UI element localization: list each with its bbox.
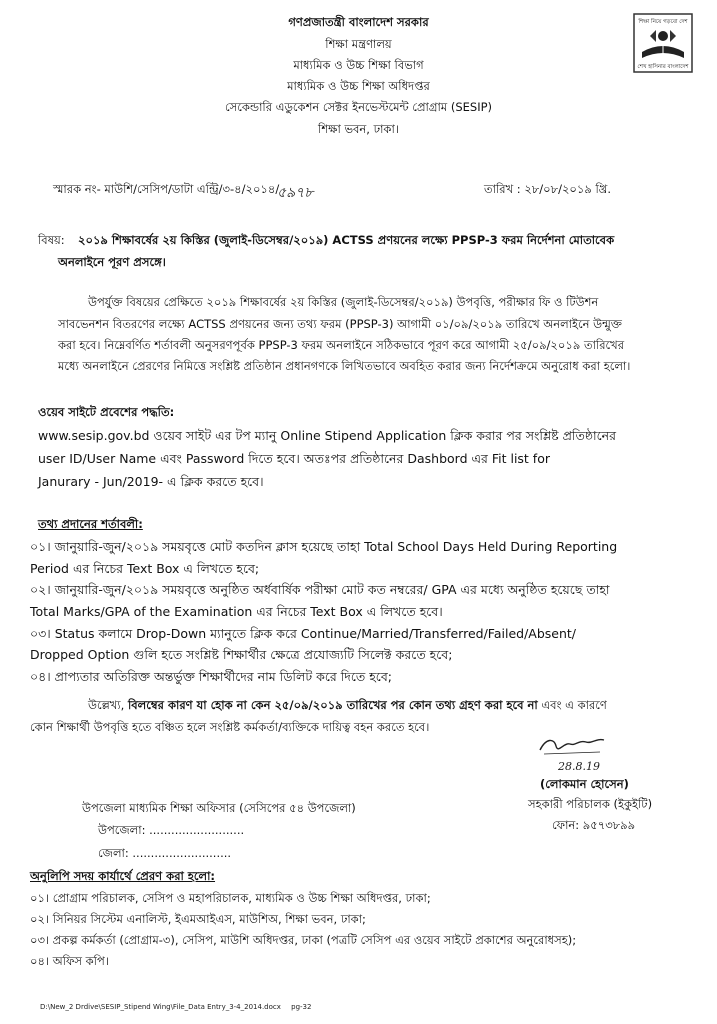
handwritten-memo-number-text: ৫৯৭৮ <box>277 185 314 201</box>
directorate-name: মাধ্যমিক ও উচ্চ শিক্ষা অধিদপ্তর <box>287 79 430 93</box>
handwritten-memo-number <box>275 180 327 202</box>
note-deadline-warning: বিলম্বের কারণ যা হোক না কেন ২৫/০৯/২০১৯ তারিখের পর কোন তথ্য গ্রহণ করা হবে না <box>127 698 538 712</box>
condition-line: Period এর নিচের Text Box এ লিখতে হবে; <box>30 561 260 576</box>
recipient-upazila: উপজেলা: .......................... <box>98 823 245 837</box>
office-address: শিক্ষা ভবন, ঢাকা। <box>318 122 399 136</box>
signatory-name: (লোকমান হোসেন) <box>540 777 629 791</box>
condition-line: ০৪। প্রাপ্যতার অতিরিক্ত অন্তর্ভুক্ত শিক্ষার্থীদের নাম ডিলিট করে দিতে হবে; <box>30 669 392 684</box>
note-intro: উল্লেখ্য, <box>88 698 128 712</box>
logo-text-bottom: শেখ হাসিনার বাংলাদেশ <box>637 64 689 70</box>
ministry-name: শিক্ষা মন্ত্রণালয় <box>325 37 392 51</box>
program-name: সেকেন্ডারি এডুকেশন সেক্টর ইনভেস্টমেন্ট প্রোগ্রাম (SESIP) <box>224 100 493 114</box>
condition-line: Total Marks/GPA of the Examination এর নিচের Text Box এ লিখতে হবে। <box>30 604 443 619</box>
body-paragraph-line: করা হবে। নিম্নেবর্ণিত শর্তাবলী অনুসরণপূর্বক PPSP-3 ফরম অনলাইনে সঠিকভাবে পূরণ করে আগামী ২৫/০৯/২০১৯ তারিখের <box>58 338 625 352</box>
subject-line-2: অনলাইনে পূরণ প্রসঙ্গে। <box>58 255 166 269</box>
recipient-line: উপজেলা মাধ্যমিক শিক্ষা অফিসার (সেসিপের ৫৪ উপজেলা) <box>82 801 356 815</box>
copies-heading: অনুলিপি সদয় কার্যার্থে প্রেরণ করা হলো: <box>30 869 216 883</box>
website-line: www.sesip.gov.bd ওয়েব সাইট এর টপ ম্যানু Online Stipend Application ক্লিক করার পর সংশ্লিষ্ট প্রতিষ্ঠানের <box>38 428 616 443</box>
copy-item: ০১। প্রোগ্রাম পরিচালক, সেসিপ ও মহাপরিচালক, মাধ্যমিক ও উচ্চ শিক্ষা অধিদপ্তর, ঢাকা; <box>30 891 431 905</box>
signatory-title: সহকারী পরিচালক (ইকুইটি) <box>528 797 653 811</box>
subject-line-1: ২০১৯ শিক্ষাবর্ষের ২য় কিস্তির (জুলাই-ডিসেম্বর/২০১৯) ACTSS প্রণয়নের লক্ষ্যে PPSP-3 ফরম নির্দেশনা মোতাবেক <box>78 233 615 247</box>
body-paragraph-line: মধ্যে অনলাইনে প্রেরণের নিমিত্তে সংশ্লিষ্ট প্রতিষ্ঠান প্রধানগণকে লিখিতভাবে অবহিত করার জন্য নির্দেশক্রমে অনুরোধ করা হলো। <box>58 359 631 373</box>
recipient-district: জেলা: ........................... <box>98 846 232 860</box>
condition-line: Dropped Option গুলি হতে সংশ্লিষ্ট শিক্ষার্থীর ক্ষেত্রে প্রযোজ্যটি সিলেক্ট করতে হবে; <box>30 647 453 662</box>
signatory-phone: ফোন: ৯৫৭৩৮৯৯ <box>552 818 636 832</box>
gov-name: গণপ্রজাতন্ত্রী বাংলাদেশ সরকার <box>288 15 429 29</box>
note-consequence: এবং এ কারণে <box>537 698 607 712</box>
condition-line: ০১। জানুয়ারি-জুন/২০১৯ সময়বৃত্তে মোট কতদিন ক্লাস হয়েছে তাহা Total School Days Held During Reporting <box>30 539 618 554</box>
website-line: Janurary - Jun/2019- এ ক্লিক করতে হবে। <box>38 474 264 489</box>
copy-item: ০৩। প্রকল্প কর্মকর্তা (প্রোগ্রাম-৩), সেসিপ, মাউশি অধিদপ্তর, ঢাকা (পত্রটি সেসিপ এর ওয়েব সাইটে প্রকাশের অনুরোধসহ); <box>30 933 577 947</box>
copy-item: ০৪। অফিস কপি। <box>30 954 109 968</box>
file-path-footer <box>40 1003 311 1011</box>
website-heading: ওয়েব সাইটে প্রবেশের পদ্ধতি: <box>38 405 175 419</box>
note-line-1 <box>88 697 708 714</box>
subject-label: বিষয়: <box>38 233 65 247</box>
copy-item: ০২। সিনিয়র সিস্টেম এনালিস্ট, ইএমআইএস, মাউশিঅ, শিক্ষা ভবন, ঢাকা; <box>30 912 366 926</box>
memo-date: তারিখ : ২৮/০৮/২০১৯ খ্রি. <box>484 182 611 196</box>
signature-date: 28.8.19 <box>558 760 600 773</box>
condition-line: ০২। জানুয়ারি-জুন/২০১৯ সময়বৃত্তে অনুষ্ঠিত অর্ধবার্ষিক পরীক্ষা মোট কত নম্বরের/ GPA এর মধ্যে অনুষ্ঠিত হয়েছে তাহা <box>30 582 610 597</box>
page-number: pg-32 <box>291 1003 312 1011</box>
conditions-heading: তথ্য প্রদানের শর্তাবলী: <box>38 517 143 531</box>
logo-text-top: শিক্ষা নিয়ে গড়বো দেশ <box>638 19 688 25</box>
condition-line: ০৩। Status কলামে Drop-Down ম্যানুতে ক্লিক করে Continue/Married/Transferred/Failed/Absent/ <box>30 626 577 641</box>
body-paragraph-line: উপর্যুক্ত বিষয়ের প্রেক্ষিতে ২০১৯ শিক্ষাবর্ষের ২য় কিস্তির (জুলাই-ডিসেম্বর/২০১৯) উপবৃত্তি, পরীক্ষার ফি ও টিউশন <box>88 295 599 309</box>
division-name: মাধ্যমিক ও উচ্চ শিক্ষা বিভাগ <box>293 58 424 72</box>
website-line: user ID/User Name এবং Password দিতে হবে। অতঃপর প্রতিষ্ঠানের Dashbord এর Fit list for <box>38 451 550 466</box>
handwritten-signature <box>534 730 614 776</box>
note-line-2: কোন শিক্ষার্থী উপবৃত্তি হতে বঞ্চিত হলে সংশ্লিষ্ট কর্মকর্তা/ব্যক্তিকে দায়িত্ব বহন করতে হবে। <box>30 720 430 734</box>
file-path: D:\New_2 Drdive\SESIP_Stipend Wing\File_Data Entry_3-4_2014.docx <box>40 1003 281 1011</box>
memo-reference: স্মারক নং- মাউশি/সেসিপ/ডাটা এন্ট্রি/৩-৪/২০১৪/ <box>53 182 280 196</box>
body-paragraph-line: সাবভেনশন বিতরণের লক্ষ্যে ACTSS প্রণয়নের জন্য তথ্য ফরম (PPSP-3) আগামী ০১/০৯/২০১৯ তারিখে অনলাইনে উন্মুক্ত <box>58 317 622 331</box>
